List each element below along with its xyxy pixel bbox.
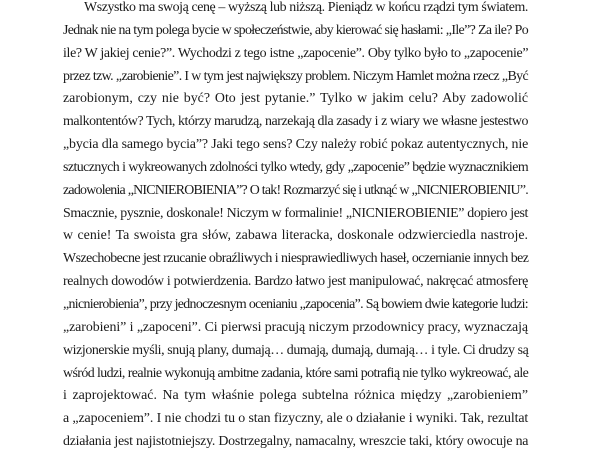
text-line: Wszechobecne jest rzucanie obraźliwych i niesprawiedliwych haseł, oczernianie innych bez — [63, 251, 529, 267]
text-line: ile? W jakiej cenie?”. Wychodzi z tego istne „zapocenie”. Oby tylko było to „zapocenie” — [63, 45, 529, 61]
text-line: „bycia dla samego bycia”? Jaki tego sens? Czy należy robić pokaz autentycznych, nie — [63, 137, 529, 153]
text-line: w cenie! Ta swoista gra słów, zabawa literacka, doskonale odzwierciedla nastroje. — [63, 228, 528, 244]
text-line: wizjonerskie myśli, snują plany, dumają… dumają, dumają, dumają… i tyle. Ci drudzy są — [63, 342, 529, 358]
text-line: Wszystko ma swoją cenę – wyższą lub niższą. Pieniądz w końcu rządzi tym światem. — [84, 0, 528, 15]
text-line: „zarobieni” i „zapoceni”. Ci pierwsi pracują niczym przodownicy pracy, wyznaczają — [63, 319, 528, 335]
text-line: a „zapoceniem”. I nie chodzi tu o stan fizyczny, ale o działanie i wyniki. Tak, rezultat — [63, 411, 529, 427]
text-line: realnych dowodów i potwierdzenia. Bardzo łatwo jest manipulować, nakręcać atmosferę — [63, 274, 528, 290]
text-line: przez tzw. „zarobienie”. I w tym jest największy problem. Niczym Hamlet można rzecz „Być — [63, 68, 528, 84]
text-line: wśród ludzi, realnie wykonują ambitne zadania, które sami potrafią nie tylko wykreować, ale — [63, 365, 529, 381]
text-line: malkontentów? Tych, którzy marudzą, narzekają dla zasady i z wiary we własne jestestwo — [63, 114, 528, 130]
text-line: działania jest najistotniejszy. Dostrzegalny, namacalny, wreszcie taki, który owocuje na — [63, 434, 529, 450]
body-text — [63, 0, 528, 454]
text-line: Jednak nie na tym polega bycie w społeczeństwie, aby kierować się hasłami: „Ile”? Za ile? Po — [63, 22, 529, 38]
text-line: sztucznych i wykreowanych zdolności tylko wtedy, gdy „zapocenie” będzie wyznacznikiem — [63, 159, 529, 175]
text-line: Smacznie, pysznie, doskonale! Niczym w formalinie! „NICNIEROBIENIE” dopiero jest — [63, 205, 528, 221]
text-line: i zaprojektować. Na tym właśnie polega subtelna różnica między „zarobieniem” — [63, 388, 528, 404]
text-line: zadowolenia „NICNIEROBIENIA”? O tak! Rozmarzyć się i utknąć w „NICNIEROBIENIU”. — [63, 182, 528, 198]
text-line: „nicnierobienia”, przy jednoczesnym ocenianiu „zapocenia”. Są bowiem dwie kategorie ludzi: — [63, 296, 528, 312]
text-line: zarobionym, czy nie być? Oto jest pytanie.” Tylko w jakim celu? Aby zadowolić — [63, 91, 528, 107]
